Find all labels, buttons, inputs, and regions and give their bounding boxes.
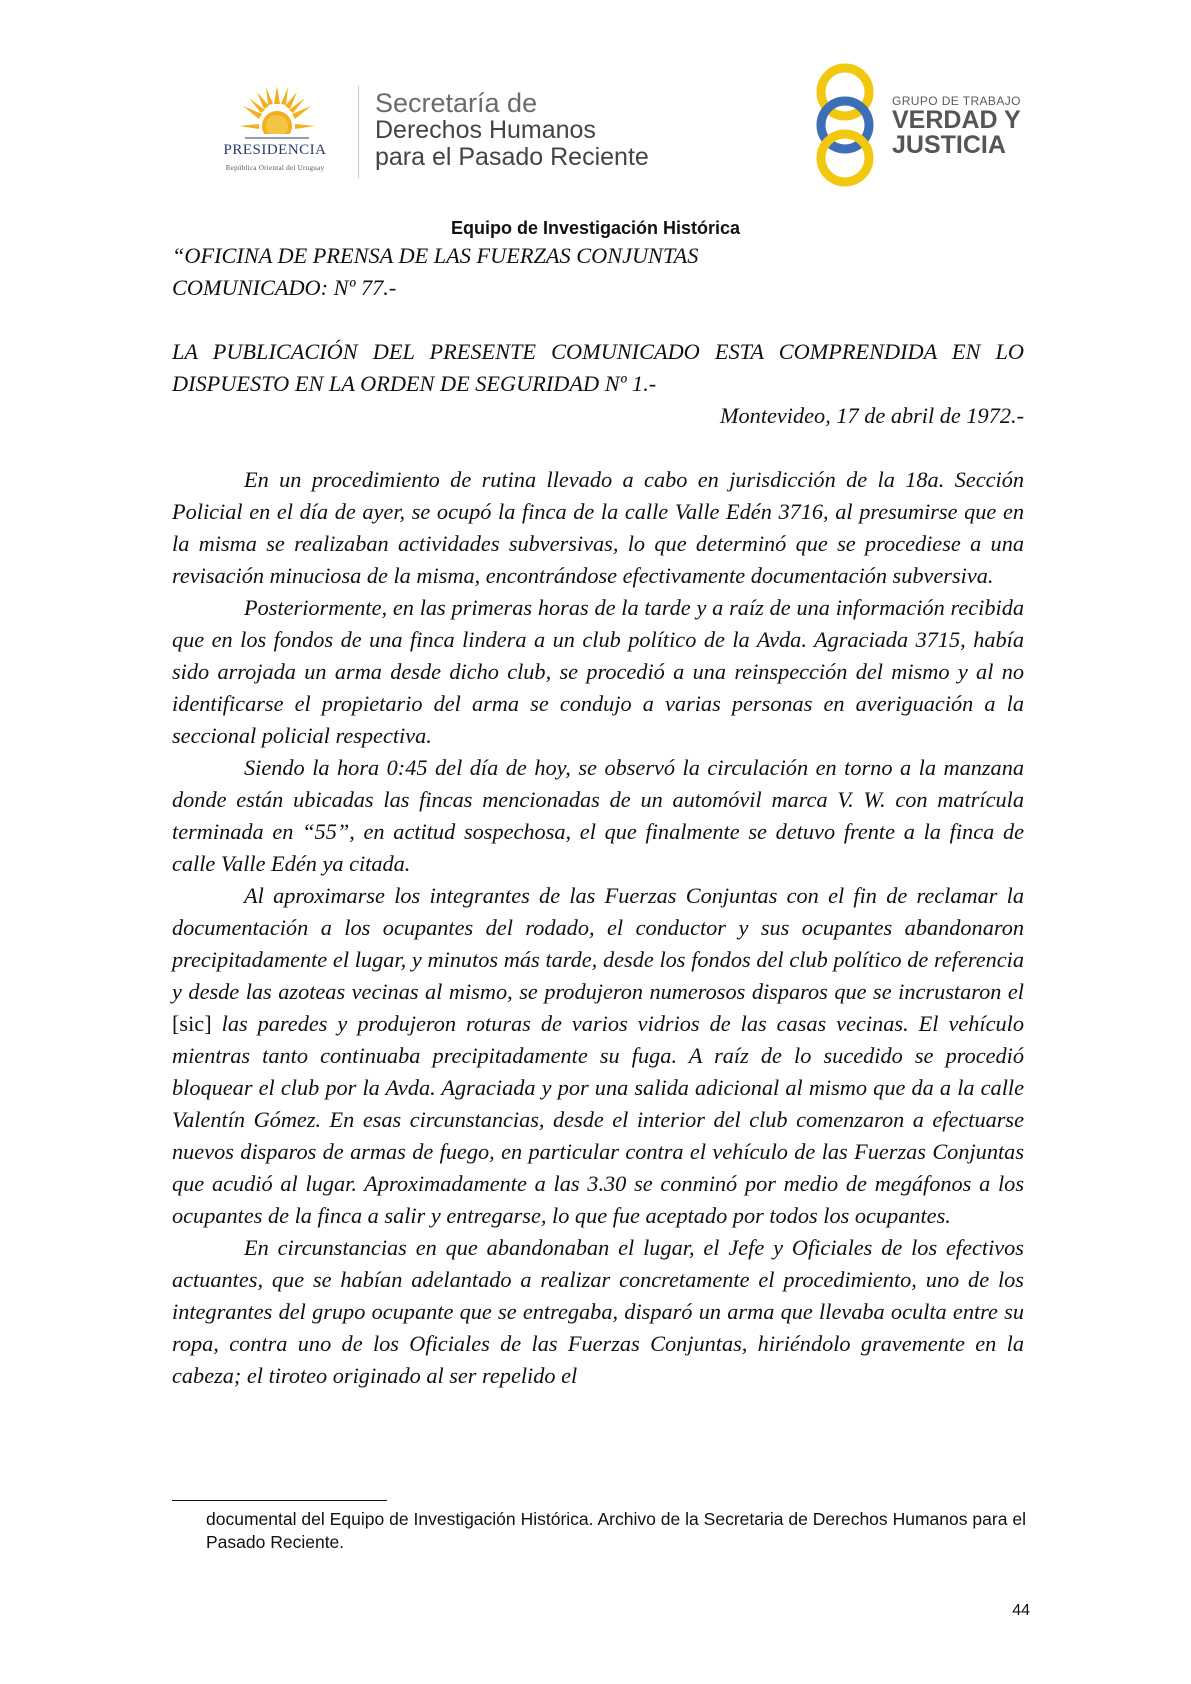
logo-divider [358,86,359,178]
page-number: 44 [1012,1602,1030,1619]
justicia-label: JUSTICIA [892,131,1006,159]
team-title: Equipo de Investigación Histórica [450,218,741,238]
grupo-label: GRUPO DE TRABAJO [892,94,1021,108]
presidencia-logo [195,82,355,177]
heading-line2: COMUNICADO: Nº 77.- [172,275,397,300]
secretaria-line3: para el Pasado Reciente [375,143,649,171]
footnote-rule [172,1500,387,1501]
page-header [0,0,1191,220]
paragraph-3: Siendo la hora 0:45 del día de hoy, se observó la circulación en torno a la manzana donde están ubicadas las fincas mencionadas de un automóvil marca V. W. con matrícula terminada en “55”, en actitud sospechosa, el que finalmente se detuvo frente a la finca de calle Valle Edén ya citada. [172,755,1024,876]
presidencia-subtitle: República Oriental del Uruguay [225,164,325,172]
presidencia-wordmark: PRESIDENCIA [223,142,327,158]
notice: LA PUBLICACIÓN DEL PRESENTE COMUNICADO ESTA COMPRENDIDA EN LO DISPUESTO EN LA ORDEN DE SEGURIDAD Nº 1.- [172,339,1024,396]
spacer [172,304,1024,336]
paragraph-4-part2: las paredes y produjeron roturas de varios vidrios de las casas vecinas. El vehículo mientras tanto continuaba precipitadamente su fuga. A raíz de lo sucedido se procedió bloquear el club por la Avda. Agraciada y por una salida adicional al mismo que da a la calle Valentín Gómez. En esas circunstancias, desde el interior del club comenzaron a efectuarse nuevos disparos de armas de fuego, en particular contra el vehículo de las Fuerzas Conjuntas que acudió al lugar. Aproximadamente a las 3.30 se conminó por medio de megáfonos a los ocupantes de la finca a salir y entregarse, lo que fue aceptado por todos los ocupantes. [172,1011,1024,1228]
sun-icon [237,82,317,142]
footnote: documental del Equipo de Investigación Histórica. Archivo de la Secretaria de Derechos Humanos para el Pasado Reciente. [206,1509,1026,1552]
spacer [172,432,1024,464]
rings-icon [810,60,880,190]
verdad-label: VERDAD Y [892,106,1021,134]
paragraph-4 [172,880,1024,1232]
verdad-justicia-logo [810,60,1025,190]
paragraph-5: En circunstancias en que abandonaban el lugar, el Jefe y Oficiales de los efectivos actuantes, que se habían adelantado a realizar concretamente el procedimiento, uno de los integrantes del grupo ocupante que se entregaba, disparó un arma que llevaba oculta entre su ropa, contra uno de los Oficiales de las Fuerzas Conjuntas, hiriéndolo gravemente en la cabeza; el tiroteo originado al ser repelido el [172,1235,1024,1388]
paragraph-1: En un procedimiento de rutina llevado a cabo en jurisdicción de la 18a. Sección Policial en el día de ayer, se ocupó la finca de la calle Valle Edén 3716, al presumirse que en la misma se realizaban actividades subversivas, lo que determinó que se procediese a una revisación minuciosa de la misma, encontrándose efectivamente documentación subversiva. [172,467,1024,588]
document-body [172,240,1024,1392]
sic-marker: [sic] [172,1011,212,1036]
secretaria-line2: Derechos Humanos [375,116,596,144]
secretaria-line1: Secretaría de [375,88,538,118]
paragraph-4-part1: Al aproximarse los integrantes de las Fuerzas Conjuntas con el fin de reclamar la documentación a los ocupantes del rodado, el conductor y sus ocupantes abandonaron precipitadamente el lugar, y minutos más tarde, desde los fondos del club político de referencia y desde las azoteas vecinas al mismo, se produjeron numerosos disparos que se incrustaron el [172,883,1024,1004]
heading-line1: “OFICINA DE PRENSA DE LAS FUERZAS CONJUNTAS [172,243,699,268]
secretaria-wordmark [375,90,649,171]
paragraph-2: Posteriormente, en las primeras horas de la tarde y a raíz de una información recibida que en los fondos de una finca lindera a un club político de la Avda. Agraciada 3715, había sido arrojada un arma desde dicho club, se procedió a una reinspección del mismo y al no identificarse el propietario del arma se condujo a varias personas en averiguación a la seccional policial respectiva. [172,595,1024,748]
document-date: Montevideo, 17 de abril de 1972.- [719,403,1024,428]
